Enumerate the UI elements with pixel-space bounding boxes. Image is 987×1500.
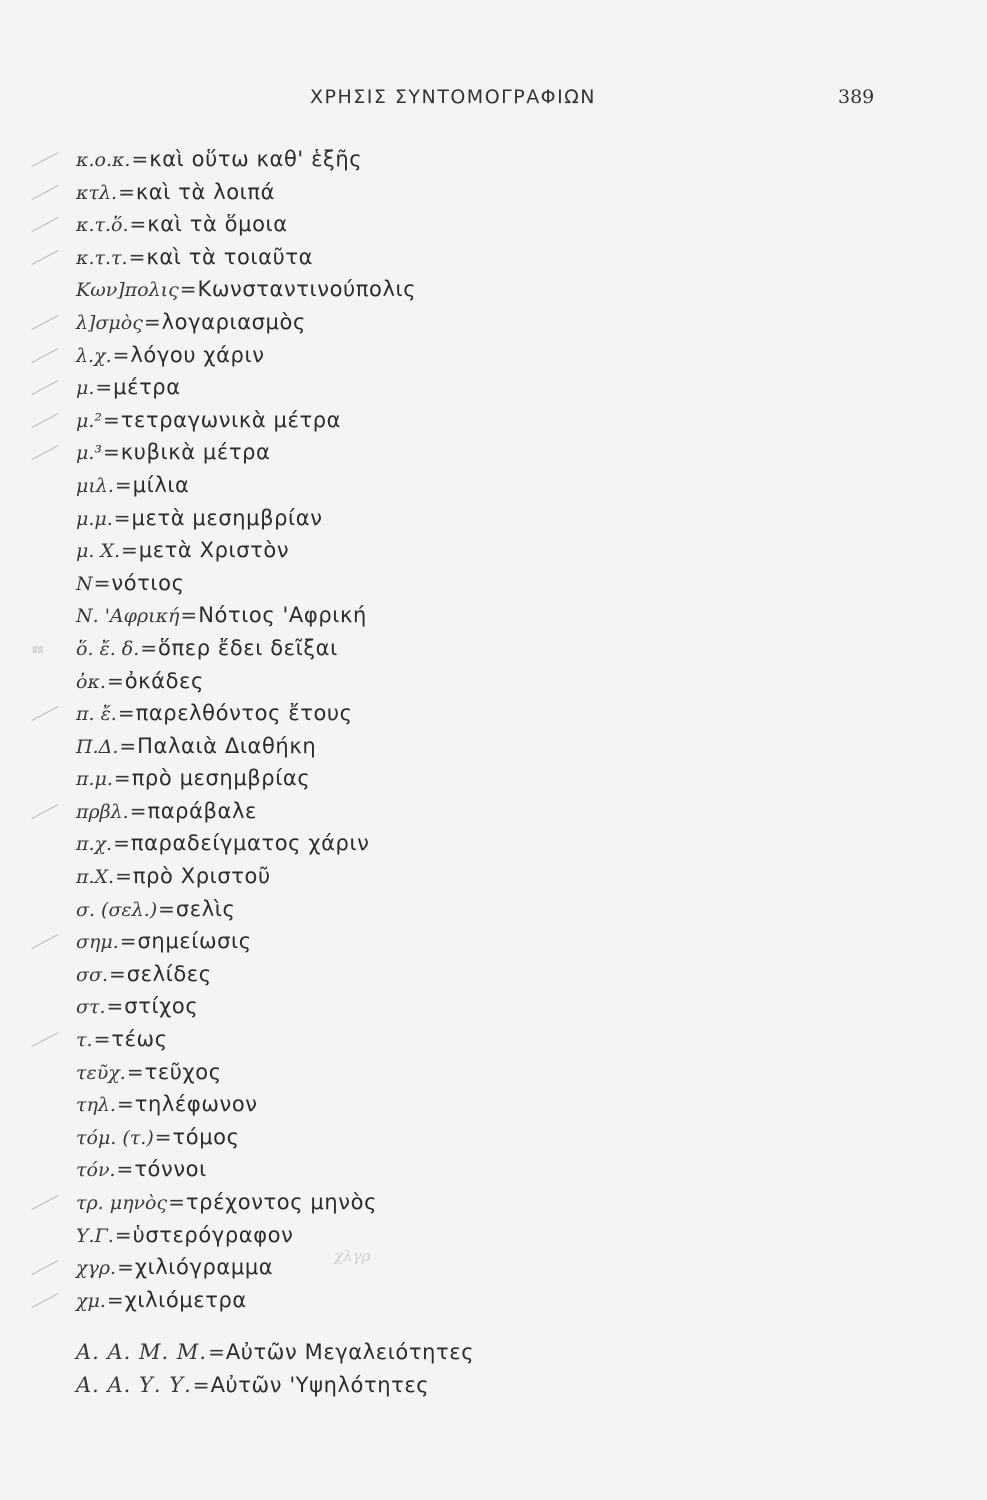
abbreviation-entry bbox=[76, 795, 876, 828]
equals-sign: = bbox=[108, 961, 126, 986]
equals-sign: = bbox=[103, 440, 120, 465]
abbreviation-entry bbox=[76, 241, 876, 274]
abbreviation: μ. bbox=[76, 377, 95, 400]
abbreviation-entry bbox=[76, 469, 876, 502]
abbreviation: μ.² bbox=[76, 409, 103, 432]
abbreviation: λ]σμὸς bbox=[76, 311, 143, 334]
pencil-annotation: χλγρ bbox=[334, 1247, 371, 1265]
meaning: χιλιόμετρα bbox=[124, 1287, 247, 1312]
meaning: Κωνσταντινούπολις bbox=[197, 277, 417, 302]
meaning: μετὰ μεσημβρίαν bbox=[131, 505, 323, 530]
equals-sign: = bbox=[93, 1027, 111, 1052]
abbreviation-entry bbox=[76, 827, 876, 860]
meaning: σελὶς bbox=[175, 896, 236, 921]
abbreviation: τηλ. bbox=[76, 1094, 116, 1117]
abbreviation-entry bbox=[76, 860, 876, 893]
pencil-tick-mark bbox=[32, 1293, 59, 1308]
pencil-tick-mark bbox=[32, 934, 59, 949]
abbreviation-entry bbox=[76, 990, 876, 1023]
meaning: τέως bbox=[111, 1027, 168, 1052]
meaning: μέτρα bbox=[113, 375, 181, 400]
meaning: Αὐτῶν Μεγαλειότητες bbox=[225, 1340, 475, 1364]
pencil-tick-mark bbox=[32, 413, 59, 428]
abbreviation-entry bbox=[76, 1284, 876, 1317]
abbreviation: σσ. bbox=[76, 963, 108, 986]
meaning: μίλια bbox=[132, 472, 190, 497]
abbreviation-entry bbox=[76, 730, 876, 763]
abbreviation-list bbox=[76, 143, 876, 1316]
equals-sign: = bbox=[208, 1340, 225, 1364]
meaning: πρὸ μεσημβρίας bbox=[131, 766, 311, 791]
meaning: νότιος bbox=[111, 570, 185, 595]
meaning: τόμος bbox=[172, 1124, 240, 1149]
page-number: 389 bbox=[838, 86, 875, 108]
abbreviation: σημ. bbox=[76, 931, 119, 954]
margin-scribble: ʬʬ bbox=[32, 643, 44, 656]
abbreviation-entry bbox=[76, 534, 876, 567]
pencil-tick-mark bbox=[32, 380, 59, 395]
abbreviation: τεῦχ. bbox=[76, 1061, 126, 1084]
abbreviation: πρβλ. bbox=[76, 800, 129, 823]
abbreviation: χμ. bbox=[76, 1289, 106, 1312]
abbreviation: μ.³ bbox=[76, 442, 103, 465]
abbreviation-entry bbox=[76, 1023, 876, 1056]
abbreviation-entry bbox=[76, 632, 876, 665]
equals-sign: = bbox=[117, 1255, 134, 1280]
abbreviation-entry bbox=[76, 208, 876, 241]
equals-sign: = bbox=[129, 798, 147, 823]
pencil-tick-mark bbox=[32, 250, 59, 265]
meaning: Νότιος 'Αφρική bbox=[198, 603, 367, 628]
abbreviation: τρ. μηνὸς bbox=[76, 1192, 168, 1214]
pencil-tick-mark bbox=[32, 217, 59, 232]
equals-sign: = bbox=[93, 570, 111, 595]
equals-sign: = bbox=[113, 831, 130, 856]
running-header-title: ΧΡΗΣΙΣ ΣΥΝΤΟΜΟΓΡΑΦΙΩΝ bbox=[310, 86, 596, 108]
abbreviation: Κων]πολις bbox=[76, 279, 179, 302]
equals-sign: = bbox=[143, 309, 161, 334]
equals-sign: = bbox=[118, 179, 135, 204]
meaning: καὶ οὕτω καθ' ἑξῆς bbox=[149, 147, 363, 171]
abbreviation-entry bbox=[76, 1219, 876, 1252]
abbreviation-entry bbox=[76, 273, 876, 306]
abbreviation: Α. Α. Μ. Μ. bbox=[76, 1340, 208, 1364]
abbreviation-entry bbox=[76, 893, 876, 926]
meaning: παραδείγματος χάριν bbox=[130, 831, 370, 856]
pencil-tick-mark bbox=[32, 1195, 59, 1210]
abbreviation-entry bbox=[76, 1153, 876, 1186]
abbreviation-entry bbox=[76, 665, 876, 698]
abbreviation: κ.τ.τ. bbox=[76, 246, 128, 269]
equals-sign: = bbox=[115, 864, 132, 889]
pencil-tick-mark bbox=[32, 706, 59, 721]
meaning: τρέχοντος μηνὸς bbox=[185, 1190, 377, 1214]
abbreviation: Ν bbox=[76, 572, 93, 595]
meaning: παράβαλε bbox=[147, 798, 257, 823]
abbreviation: π.Χ. bbox=[76, 866, 115, 889]
meaning: πρὸ Χριστοῦ bbox=[132, 864, 271, 889]
abbreviation-entry bbox=[76, 958, 876, 991]
meaning: τετραγωνικὰ μέτρα bbox=[120, 407, 342, 432]
equals-sign: = bbox=[113, 766, 131, 791]
abbreviation: Α. Α. Υ. Υ. bbox=[76, 1372, 192, 1397]
abbreviation-entry bbox=[76, 1056, 876, 1089]
abbreviation: Ν. 'Αφρική bbox=[76, 605, 180, 628]
meaning: μετὰ Χριστὸν bbox=[138, 538, 290, 563]
abbreviation: μ. Χ. bbox=[76, 540, 120, 563]
meaning: λόγου χάριν bbox=[130, 342, 265, 367]
equals-sign: = bbox=[106, 668, 124, 693]
equals-sign: = bbox=[121, 538, 138, 563]
equals-sign: = bbox=[128, 244, 146, 269]
pencil-tick-mark bbox=[32, 445, 59, 460]
abbreviation: Π.Δ. bbox=[76, 735, 119, 758]
meaning: ὑστερόγραφον bbox=[132, 1222, 294, 1247]
abbreviation: κ.τ.ὅ. bbox=[76, 214, 129, 237]
abbreviation-entry bbox=[76, 925, 876, 958]
abbreviation: τόμ. (τ.) bbox=[76, 1126, 154, 1149]
equals-sign: = bbox=[154, 1124, 172, 1149]
abbreviation-entry bbox=[76, 567, 876, 600]
pencil-tick-mark bbox=[32, 1032, 59, 1047]
abbreviation-entry bbox=[76, 404, 876, 437]
meaning: κυβικὰ μέτρα bbox=[120, 440, 271, 465]
meaning: τόννοι bbox=[134, 1157, 207, 1182]
meaning: τεῦχος bbox=[144, 1059, 222, 1084]
pencil-tick-mark bbox=[32, 315, 59, 330]
meaning: χιλιόγραμμα bbox=[134, 1255, 274, 1280]
meaning: σημείωσις bbox=[137, 929, 252, 954]
abbreviation: κτλ. bbox=[76, 181, 118, 204]
abbreviation-entry bbox=[76, 697, 876, 730]
equals-sign: = bbox=[119, 733, 137, 758]
equals-sign: = bbox=[129, 212, 147, 237]
meaning: ὀκάδες bbox=[124, 668, 204, 693]
meaning: Αὐτῶν 'Υψηλότητες bbox=[210, 1372, 430, 1397]
abbreviation-entry bbox=[76, 1088, 876, 1121]
abbreviation-entry bbox=[76, 599, 876, 632]
meaning: καὶ τὰ τοιαῦτα bbox=[146, 244, 314, 269]
equals-sign: = bbox=[140, 635, 158, 660]
abbreviation-entry bbox=[76, 436, 876, 469]
equals-sign: = bbox=[168, 1190, 185, 1214]
equals-sign: = bbox=[113, 505, 131, 530]
meaning: τηλέφωνον bbox=[134, 1092, 258, 1117]
abbreviation: ὀκ. bbox=[76, 670, 106, 693]
equals-sign: = bbox=[126, 1059, 144, 1084]
abbreviation: χγρ. bbox=[76, 1257, 117, 1280]
abbreviation: ὅ. ἔ. δ. bbox=[76, 637, 140, 660]
abbreviation-entry bbox=[76, 176, 876, 209]
pencil-tick-mark bbox=[32, 348, 59, 363]
equals-sign: = bbox=[114, 1222, 132, 1247]
abbreviation-entry bbox=[76, 1251, 876, 1284]
abbreviation: λ.χ. bbox=[76, 344, 112, 367]
abbreviation-entry bbox=[76, 502, 876, 535]
equals-sign: = bbox=[158, 896, 175, 921]
equals-sign: = bbox=[116, 1092, 134, 1117]
equals-sign: = bbox=[179, 277, 197, 302]
pencil-tick-mark bbox=[32, 1260, 59, 1275]
abbreviation-entry bbox=[76, 1186, 876, 1219]
abbreviation: μ.μ. bbox=[76, 507, 113, 530]
abbreviation: π.μ. bbox=[76, 768, 113, 791]
abbreviation-entry bbox=[76, 762, 876, 795]
meaning: παρελθόντος ἔτους bbox=[135, 701, 353, 726]
meaning: στίχος bbox=[124, 994, 199, 1019]
abbreviation-entry bbox=[76, 1121, 876, 1154]
abbreviation-entry bbox=[76, 1336, 876, 1369]
equals-sign: = bbox=[119, 929, 137, 954]
abbreviation: στ. bbox=[76, 996, 106, 1019]
pencil-tick-mark bbox=[32, 185, 59, 200]
pencil-tick-mark bbox=[32, 804, 59, 819]
equals-sign: = bbox=[106, 1287, 124, 1312]
meaning: καὶ τὰ λοιπά bbox=[135, 179, 276, 204]
abbreviation: τόν. bbox=[76, 1159, 116, 1182]
equals-sign: = bbox=[131, 147, 149, 171]
abbreviation: Υ.Γ. bbox=[76, 1224, 114, 1247]
equals-sign: = bbox=[192, 1372, 210, 1397]
abbreviation-entry bbox=[76, 371, 876, 404]
abbreviation: σ. (σελ.) bbox=[76, 898, 158, 921]
equals-sign: = bbox=[95, 375, 113, 400]
abbreviation: π. ἔ. bbox=[76, 703, 117, 726]
meaning: καὶ τὰ ὅμοια bbox=[147, 212, 288, 237]
equals-sign: = bbox=[103, 407, 120, 432]
abbreviation-entry bbox=[76, 339, 876, 372]
equals-sign: = bbox=[112, 342, 130, 367]
equals-sign: = bbox=[114, 472, 132, 497]
abbreviation-entry bbox=[76, 306, 876, 339]
meaning: λογαριασμὸς bbox=[161, 309, 306, 334]
pencil-tick-mark bbox=[32, 152, 59, 167]
equals-sign: = bbox=[117, 701, 135, 726]
abbreviation: τ. bbox=[76, 1029, 93, 1052]
abbreviation-entry bbox=[76, 143, 876, 176]
equals-sign: = bbox=[180, 603, 198, 628]
abbreviation: π.χ. bbox=[76, 833, 113, 856]
abbreviation-entry bbox=[76, 1369, 876, 1402]
abbreviation: μιλ. bbox=[76, 474, 114, 497]
meaning: ὅπερ ἔδει δεῖξαι bbox=[158, 635, 338, 660]
equals-sign: = bbox=[106, 994, 124, 1019]
meaning: Παλαιὰ Διαθήκη bbox=[137, 733, 317, 758]
equals-sign: = bbox=[116, 1157, 134, 1182]
royal-abbreviation-list bbox=[76, 1336, 876, 1401]
meaning: σελίδες bbox=[126, 961, 212, 986]
abbreviation: κ.ο.κ. bbox=[76, 149, 131, 171]
